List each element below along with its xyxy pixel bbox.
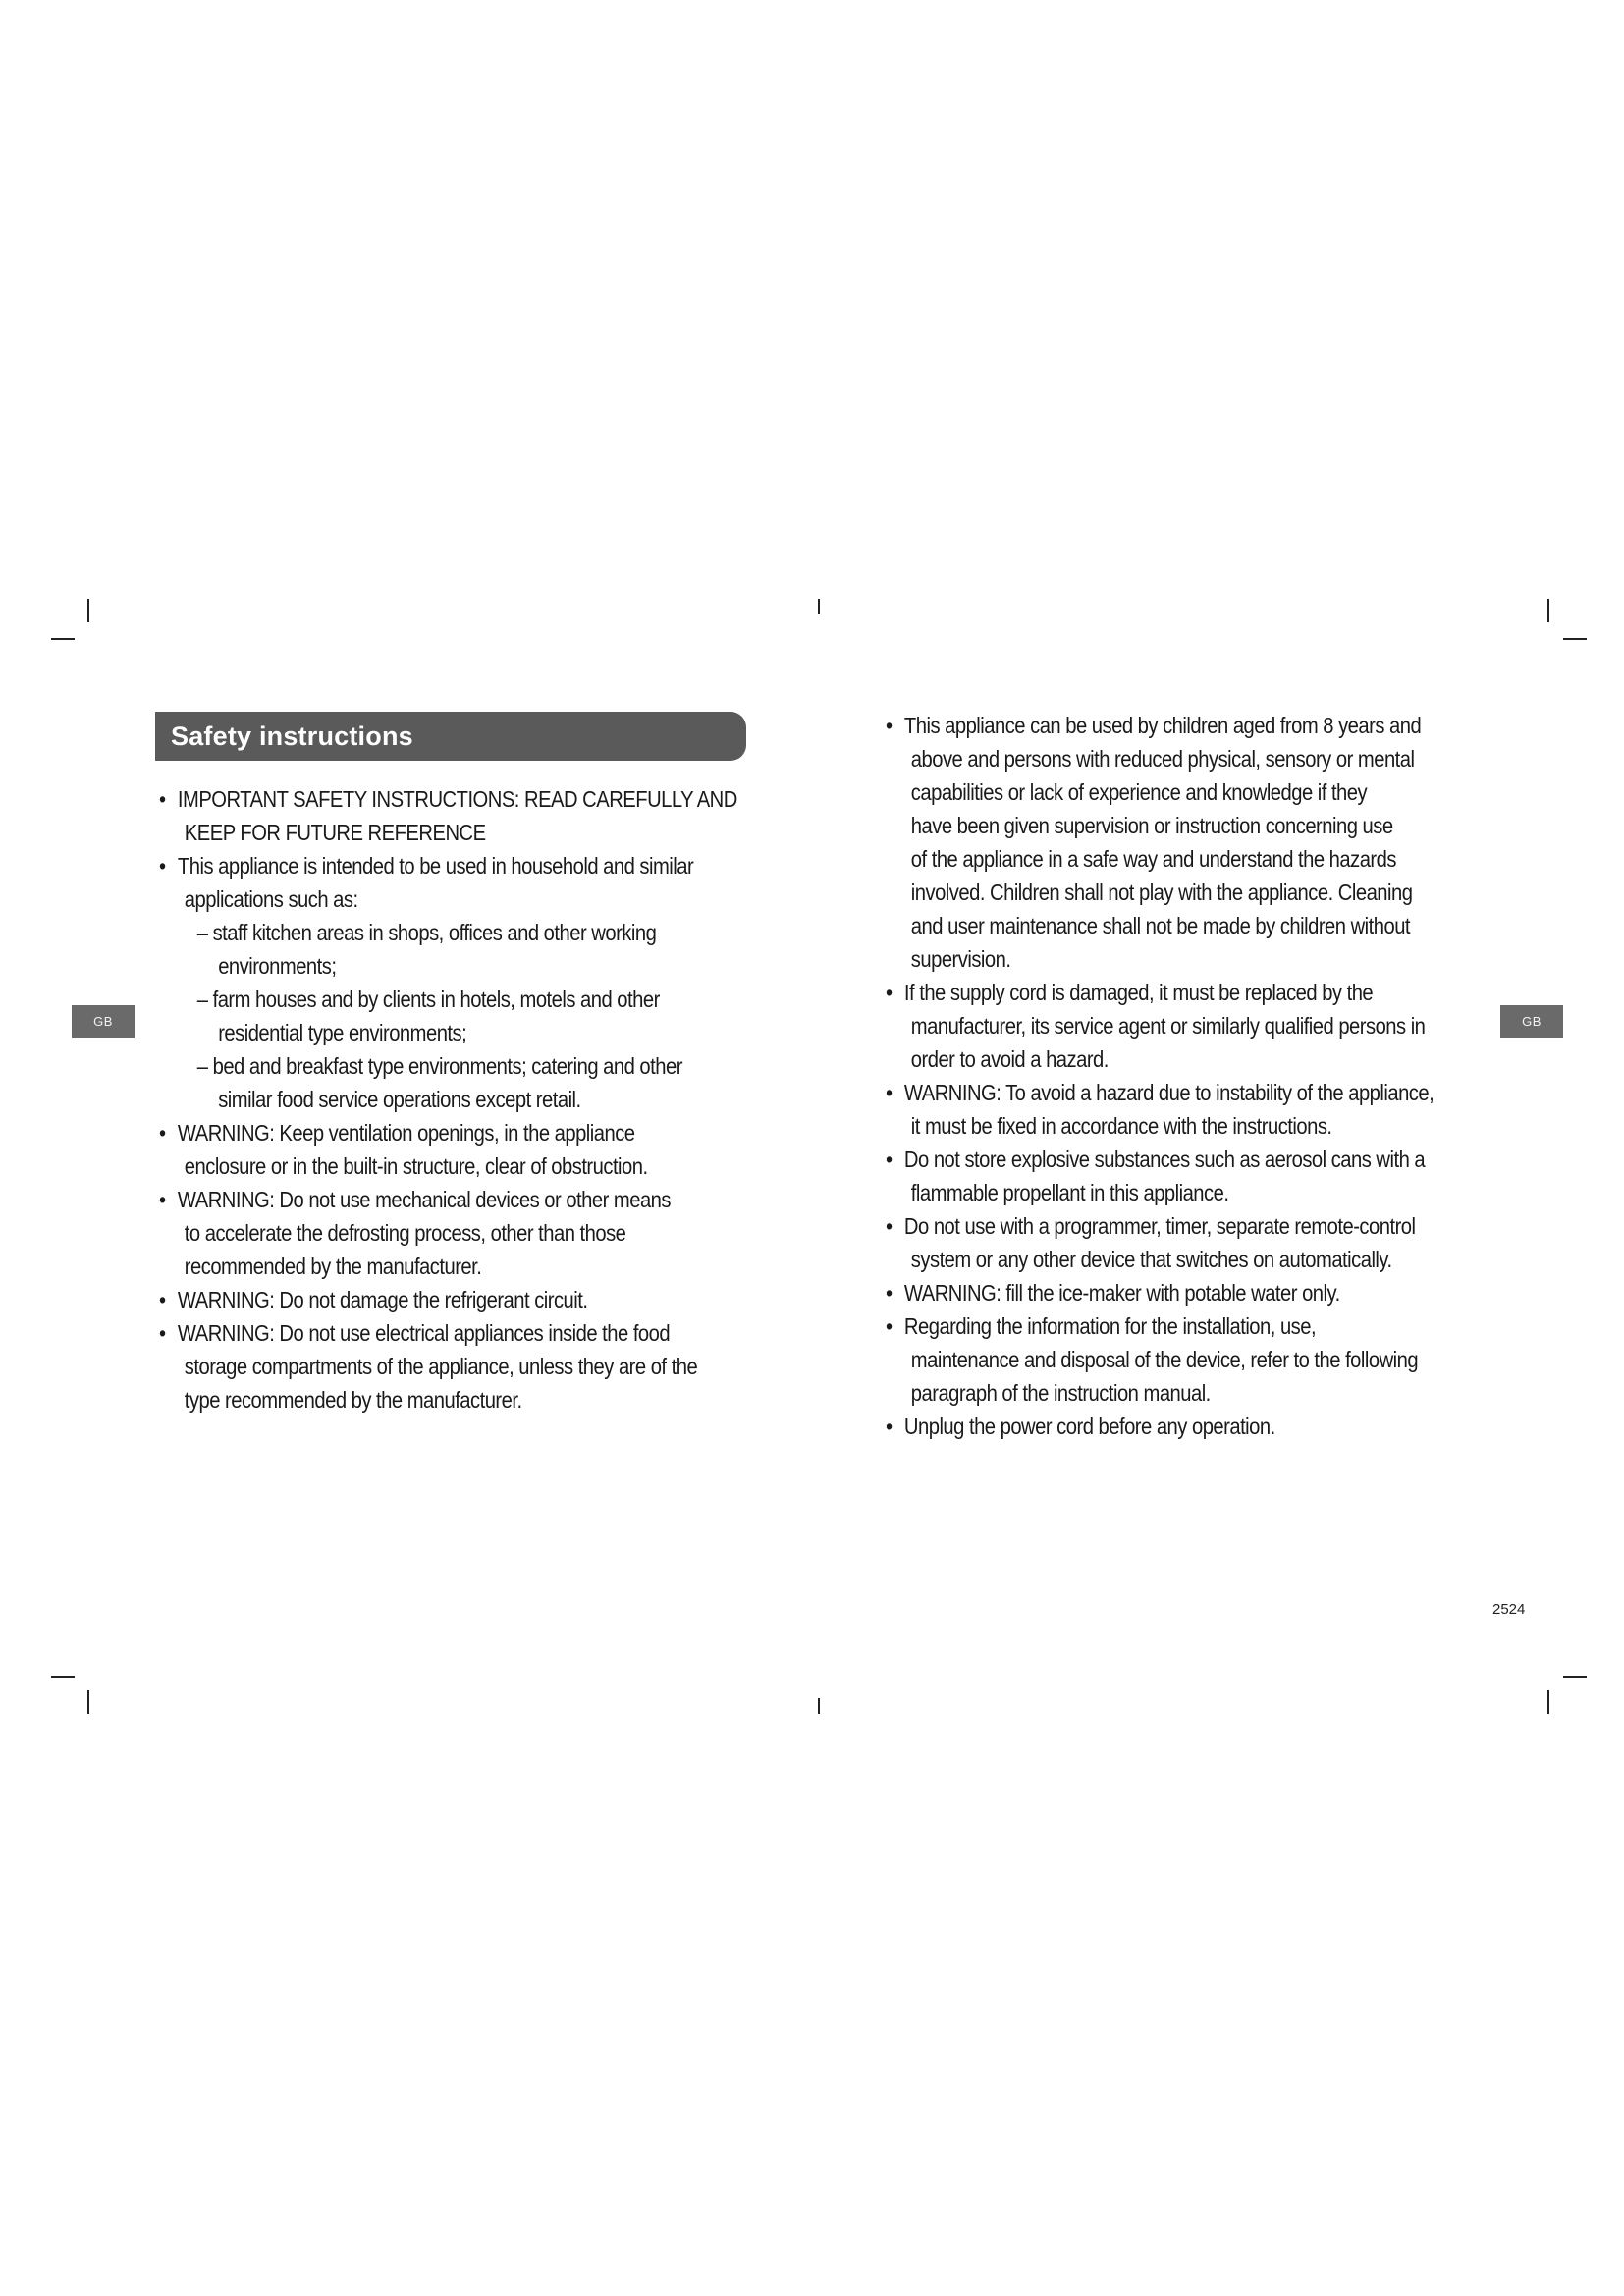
right-column bbox=[886, 709, 1477, 1443]
list-item bbox=[159, 1316, 750, 1416]
list-item-text: and user maintenance shall not be made by children without bbox=[910, 913, 1411, 938]
crop-mark bbox=[87, 1690, 89, 1714]
list-item-text: of the appliance in a safe way and understand the hazards bbox=[910, 846, 1396, 872]
list-item bbox=[159, 1283, 750, 1316]
sub-list-item-text: similar food service operations except retail. bbox=[218, 1087, 581, 1112]
list-item-text: it must be fixed in accordance with the instructions. bbox=[910, 1113, 1332, 1139]
list-item-text: This appliance can be used by children aged from 8 years and bbox=[903, 713, 1422, 738]
sub-list-item-text: farm houses and by clients in hotels, motels and other bbox=[212, 987, 660, 1012]
list-item-text: KEEP FOR FUTURE REFERENCE bbox=[184, 820, 486, 845]
list-item-text: IMPORTANT SAFETY INSTRUCTIONS: READ CAREFULLY AND bbox=[177, 786, 737, 812]
list-item-text: WARNING: Keep ventilation openings, in the appliance bbox=[177, 1120, 635, 1146]
list-item-text: This appliance is intended to be used in household and similar bbox=[177, 853, 694, 879]
list-item-text: to accelerate the defrosting process, other than those bbox=[184, 1220, 626, 1246]
list-item-text: capabilities or lack of experience and knowledge if they bbox=[910, 779, 1368, 805]
list-item bbox=[159, 849, 750, 1116]
list-item-text: supervision. bbox=[910, 946, 1011, 972]
sub-list-item-text: environments; bbox=[218, 953, 337, 979]
dash-marker: – bbox=[196, 987, 208, 1012]
safety-list-right bbox=[886, 709, 1477, 1443]
list-item-text: flammable propellant in this appliance. bbox=[910, 1180, 1229, 1205]
list-item-text: enclosure or in the built-in structure, clear of obstruction. bbox=[184, 1153, 648, 1179]
sub-list-item-text: residential type environments; bbox=[218, 1020, 467, 1045]
list-item-text: If the supply cord is damaged, it must be replaced by the bbox=[903, 980, 1374, 1005]
list-item-text: maintenance and disposal of the device, refer to the following bbox=[910, 1347, 1419, 1372]
list-item bbox=[886, 709, 1477, 976]
crop-mark bbox=[818, 1698, 820, 1714]
language-tab-left: GB bbox=[72, 1005, 135, 1038]
list-item-text: Unplug the power cord before any operation. bbox=[903, 1414, 1275, 1439]
dash-marker: – bbox=[196, 920, 208, 945]
list-item-text: recommended by the manufacturer. bbox=[184, 1254, 482, 1279]
dash-marker: – bbox=[196, 1053, 208, 1079]
crop-mark bbox=[818, 599, 820, 614]
sub-list bbox=[176, 916, 750, 1116]
list-item bbox=[159, 1116, 750, 1183]
list-item bbox=[886, 1143, 1477, 1209]
list-item bbox=[886, 1410, 1477, 1443]
list-item-text: involved. Children shall not play with the appliance. Cleaning bbox=[910, 880, 1413, 905]
list-item-text: paragraph of the instruction manual. bbox=[910, 1380, 1211, 1406]
section-header bbox=[155, 712, 746, 761]
crop-mark bbox=[51, 638, 75, 640]
crop-mark bbox=[1547, 599, 1549, 622]
list-item-text: WARNING: To avoid a hazard due to instability of the appliance, bbox=[903, 1080, 1435, 1105]
list-item bbox=[886, 1076, 1477, 1143]
list-item bbox=[886, 1309, 1477, 1410]
list-item-text: WARNING: fill the ice-maker with potable water only. bbox=[903, 1280, 1340, 1306]
sub-list-item bbox=[197, 916, 750, 983]
list-item-text: Do not store explosive substances such as aerosol cans with a bbox=[903, 1147, 1426, 1172]
list-item-text: manufacturer, its service agent or similarly qualified persons in bbox=[910, 1013, 1426, 1039]
crop-mark bbox=[87, 599, 89, 622]
list-item-text: have been given supervision or instruction concerning use bbox=[910, 813, 1393, 838]
sub-list-item-text: staff kitchen areas in shops, offices and other working bbox=[212, 920, 657, 945]
list-item-text: applications such as: bbox=[184, 886, 358, 912]
crop-mark bbox=[51, 1676, 75, 1678]
sub-list-item bbox=[197, 1049, 750, 1116]
list-item bbox=[886, 976, 1477, 1076]
list-item bbox=[159, 1183, 750, 1283]
list-item bbox=[886, 1209, 1477, 1276]
page-number: 2524 bbox=[1492, 1601, 1526, 1618]
sub-list-item-text: bed and breakfast type environments; catering and other bbox=[212, 1053, 682, 1079]
list-item-text: Do not use with a programmer, timer, separate remote-control bbox=[903, 1213, 1416, 1239]
list-item-text: system or any other device that switches on automatically. bbox=[910, 1247, 1392, 1272]
section-title: Safety instructions bbox=[171, 721, 413, 751]
language-tab-right: GB bbox=[1500, 1005, 1563, 1038]
sub-list-item bbox=[197, 983, 750, 1049]
crop-mark bbox=[1563, 638, 1587, 640]
list-item-text: order to avoid a hazard. bbox=[910, 1046, 1109, 1072]
list-item-text: storage compartments of the appliance, unless they are of the bbox=[184, 1354, 698, 1379]
list-item-text: WARNING: Do not use electrical appliances inside the food bbox=[177, 1320, 671, 1346]
list-item-text: WARNING: Do not use mechanical devices or other means bbox=[177, 1187, 671, 1212]
safety-list-left bbox=[159, 782, 750, 1416]
list-item bbox=[886, 1276, 1477, 1309]
list-item-text: type recommended by the manufacturer. bbox=[184, 1387, 522, 1413]
list-item-text: Regarding the information for the installation, use, bbox=[903, 1313, 1317, 1339]
list-item bbox=[159, 782, 750, 849]
crop-mark bbox=[1563, 1676, 1587, 1678]
list-item-text: WARNING: Do not damage the refrigerant circuit. bbox=[177, 1287, 588, 1312]
crop-mark bbox=[1547, 1690, 1549, 1714]
list-item-text: above and persons with reduced physical, sensory or mental bbox=[910, 746, 1415, 772]
left-column bbox=[159, 782, 750, 1416]
